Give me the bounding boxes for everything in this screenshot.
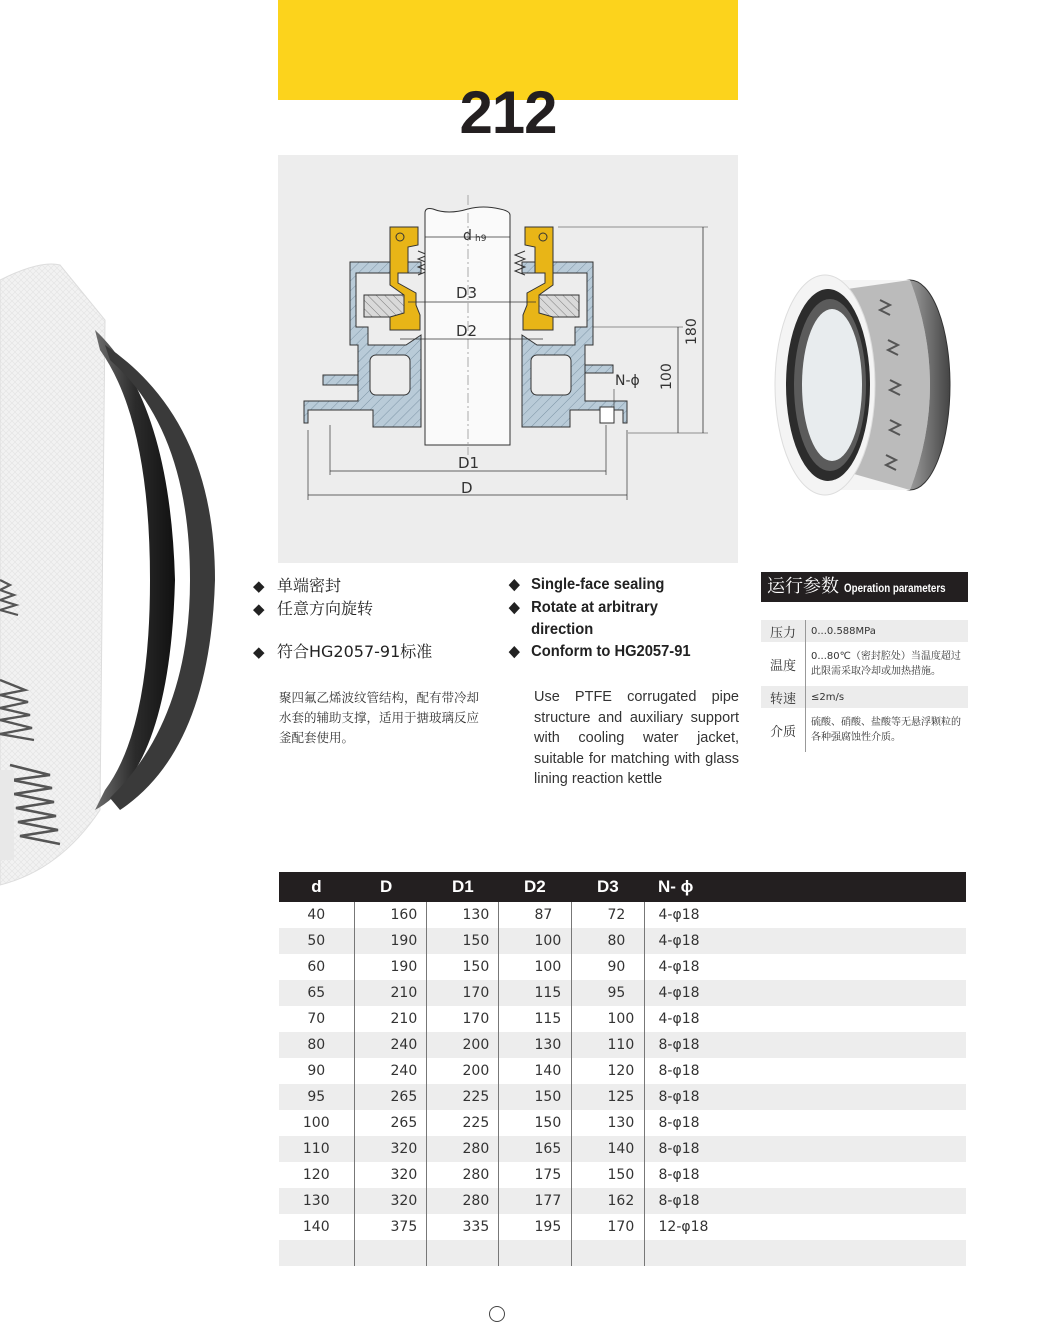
- col-header: N- ϕ: [644, 872, 966, 902]
- table-cell: 87: [498, 902, 571, 928]
- feature-en-1: ◆ Single-face sealing: [509, 574, 664, 596]
- table-row: [279, 1110, 966, 1136]
- bullet-icon: ◆: [509, 576, 520, 593]
- table-cell: 8-φ18: [644, 1188, 966, 1214]
- table-cell: 210: [354, 980, 426, 1006]
- description-cn: 聚四氟乙烯波纹管结构，配有带冷却水套的辅助支撑，适用于搪玻璃反应釜配套使用。: [279, 690, 480, 745]
- table-cell: 120: [302, 1167, 330, 1183]
- label-D1: D1: [458, 454, 480, 472]
- table-row: [279, 902, 966, 928]
- table-row: [279, 954, 966, 980]
- page-number-marker: [489, 1306, 505, 1322]
- op-row-pressure: 压力 0...0.588MPa: [761, 620, 968, 642]
- table-cell: 65: [279, 980, 354, 1006]
- table-cell: 115: [498, 1006, 571, 1032]
- dimensions-table: [279, 872, 966, 1266]
- table-cell: 8-φ18: [644, 1058, 966, 1084]
- table-cell: 175: [498, 1162, 571, 1188]
- table-cell: 160: [354, 902, 426, 928]
- table-cell: 265: [354, 1110, 426, 1136]
- table-cell: 335: [426, 1214, 498, 1240]
- feature-en-3: ◆ Conform to HG2057-91: [509, 641, 691, 663]
- table-cell: 80: [279, 1032, 354, 1058]
- table-cell: 8-φ18: [644, 1084, 966, 1110]
- table-cell: 225: [426, 1110, 498, 1136]
- table-row: [279, 1084, 966, 1110]
- col-header: D2: [498, 872, 571, 902]
- table-cell: [498, 1240, 571, 1266]
- op-row-speed: 转速 ≤2m/s: [761, 686, 968, 708]
- table-cell: 150: [571, 1162, 644, 1188]
- table-cell: 125: [571, 1084, 644, 1110]
- table-cell: 150: [498, 1110, 571, 1136]
- table-cell: [279, 1240, 354, 1266]
- bullet-icon: ◆: [253, 643, 265, 661]
- table-cell: [644, 1240, 966, 1266]
- table-cell: 140: [571, 1136, 644, 1162]
- table-cell: 110: [279, 1136, 354, 1162]
- table-row: [279, 1032, 966, 1058]
- table-row: [279, 1162, 966, 1188]
- bullet-icon: ◆: [509, 643, 520, 660]
- table-cell: 100: [302, 1115, 330, 1131]
- label-D3: D3: [456, 284, 478, 302]
- table-row: [279, 1188, 966, 1214]
- table-cell: 150: [426, 928, 498, 954]
- table-cell: 130: [279, 1188, 354, 1214]
- table-cell: 90: [307, 1063, 326, 1079]
- table-cell: 190: [354, 928, 426, 954]
- table-cell: 280: [426, 1188, 498, 1214]
- table-cell: 90: [571, 954, 644, 980]
- table-row: [279, 980, 966, 1006]
- table-cell: 170: [426, 980, 498, 1006]
- table-cell: 150: [426, 954, 498, 980]
- cross-section-diagram: [278, 155, 738, 563]
- table-cell: 50: [279, 928, 354, 954]
- table-cell: 110: [571, 1032, 644, 1058]
- table-cell: 4-φ18: [644, 954, 966, 980]
- table-cell: 280: [426, 1162, 498, 1188]
- model-number: 212: [459, 79, 557, 146]
- table-header: [279, 872, 966, 902]
- table-cell: [354, 1240, 426, 1266]
- table-cell: 170: [426, 1006, 498, 1032]
- label-d: d: [463, 228, 472, 244]
- operation-parameters-header: [761, 572, 968, 602]
- table-cell: 8-φ18: [644, 1136, 966, 1162]
- table-cell: 165: [498, 1136, 571, 1162]
- table-cell: 320: [354, 1188, 426, 1214]
- description-en: Use PTFE corrugated pipe structure and auxiliary support with cooling water jacket, suitable for matching with glass lining reaction kettle: [534, 689, 739, 787]
- table-cell: 8-φ18: [644, 1162, 966, 1188]
- table-cell: 190: [354, 954, 426, 980]
- table-cell: 200: [426, 1032, 498, 1058]
- op-row-medium: 介质 硫酸、硝酸、盐酸等无悬浮颗粒的各种强腐蚀性介质。: [761, 708, 968, 752]
- operation-parameters-table: [761, 620, 968, 752]
- table-cell: 70: [307, 1011, 326, 1027]
- seal-photo-left: [0, 250, 230, 900]
- table-cell: 210: [354, 1006, 426, 1032]
- product-photo: [760, 260, 965, 510]
- table-cell: [426, 1240, 498, 1266]
- table-cell: 100: [498, 954, 571, 980]
- bullet-icon: ◆: [253, 577, 265, 595]
- table-cell: 162: [571, 1188, 644, 1214]
- table-cell: 80: [571, 928, 644, 954]
- table-cell: 240: [354, 1032, 426, 1058]
- table-cell: 95: [279, 1084, 354, 1110]
- table-cell: 4-φ18: [644, 902, 966, 928]
- table-cell: 95: [571, 980, 644, 1006]
- label-n-phi: N-ϕ: [615, 373, 640, 389]
- table-cell: 130: [571, 1110, 644, 1136]
- bullet-icon: ◆: [253, 600, 265, 618]
- technical-drawing: [278, 155, 738, 563]
- table-cell: 8-φ18: [644, 1032, 966, 1058]
- table-cell: 40: [307, 907, 326, 923]
- table-cell: 4-φ18: [644, 1006, 966, 1032]
- bullet-icon: ◆: [509, 599, 520, 616]
- table-cell: 225: [426, 1084, 498, 1110]
- feature-cn-3: ◆ 符合HG2057-91标准: [253, 642, 433, 661]
- table-cell: 140: [302, 1219, 330, 1235]
- table-cell: 280: [426, 1136, 498, 1162]
- table-cell: 140: [498, 1058, 571, 1084]
- table-cell: 150: [498, 1084, 571, 1110]
- table-cell: 130: [498, 1032, 571, 1058]
- table-row: [279, 1214, 966, 1240]
- table-cell: 200: [426, 1058, 498, 1084]
- feature-cn-2: ◆ 任意方向旋转: [253, 599, 374, 618]
- label-180: 180: [684, 318, 700, 345]
- table-cell: 170: [571, 1214, 644, 1240]
- table-cell: 195: [498, 1214, 571, 1240]
- table-cell: 177: [498, 1188, 571, 1214]
- table-cell: 120: [571, 1058, 644, 1084]
- table-cell: 12-φ18: [644, 1214, 966, 1240]
- table-cell: 8-φ18: [644, 1110, 966, 1136]
- op-row-temperature: 温度 0...80℃（密封腔处）当温度超过此限需采取冷却或加热措施。: [761, 642, 968, 686]
- table-cell: 72: [571, 902, 644, 928]
- label-100: 100: [659, 363, 675, 390]
- table-cell: 130: [426, 902, 498, 928]
- feature-en-2: ◆ Rotate at arbitrary direction: [509, 597, 658, 641]
- op-title-en: Operation parameters: [844, 583, 946, 595]
- table-cell: 4-φ18: [644, 928, 966, 954]
- table-cell: 100: [571, 1006, 644, 1032]
- table-row: [279, 1006, 966, 1032]
- table-cell: 115: [498, 980, 571, 1006]
- table-row: [279, 1240, 966, 1266]
- feature-en-2-cont: direction: [531, 621, 594, 638]
- table-cell: [571, 1240, 644, 1266]
- op-title-cn: 运行参数: [767, 576, 839, 597]
- table-cell: 320: [354, 1162, 426, 1188]
- col-header: D: [354, 872, 426, 902]
- table-cell: 60: [307, 959, 326, 975]
- table-cell: 100: [498, 928, 571, 954]
- table-cell: 240: [354, 1058, 426, 1084]
- label-D: D: [461, 479, 473, 497]
- label-D2: D2: [456, 322, 478, 340]
- table-cell: 4-φ18: [644, 980, 966, 1006]
- table-cell: 265: [354, 1084, 426, 1110]
- table-cell: 375: [354, 1214, 426, 1240]
- col-header: d: [279, 872, 354, 902]
- table-row: [279, 1136, 966, 1162]
- label-d-sub: h9: [475, 234, 487, 244]
- feature-cn-1: ◆ 单端密封: [253, 576, 342, 595]
- col-header: D1: [426, 872, 498, 902]
- col-header: D3: [571, 872, 644, 902]
- table-row: [279, 1058, 966, 1084]
- table-cell: 320: [354, 1136, 426, 1162]
- table-row: [279, 928, 966, 954]
